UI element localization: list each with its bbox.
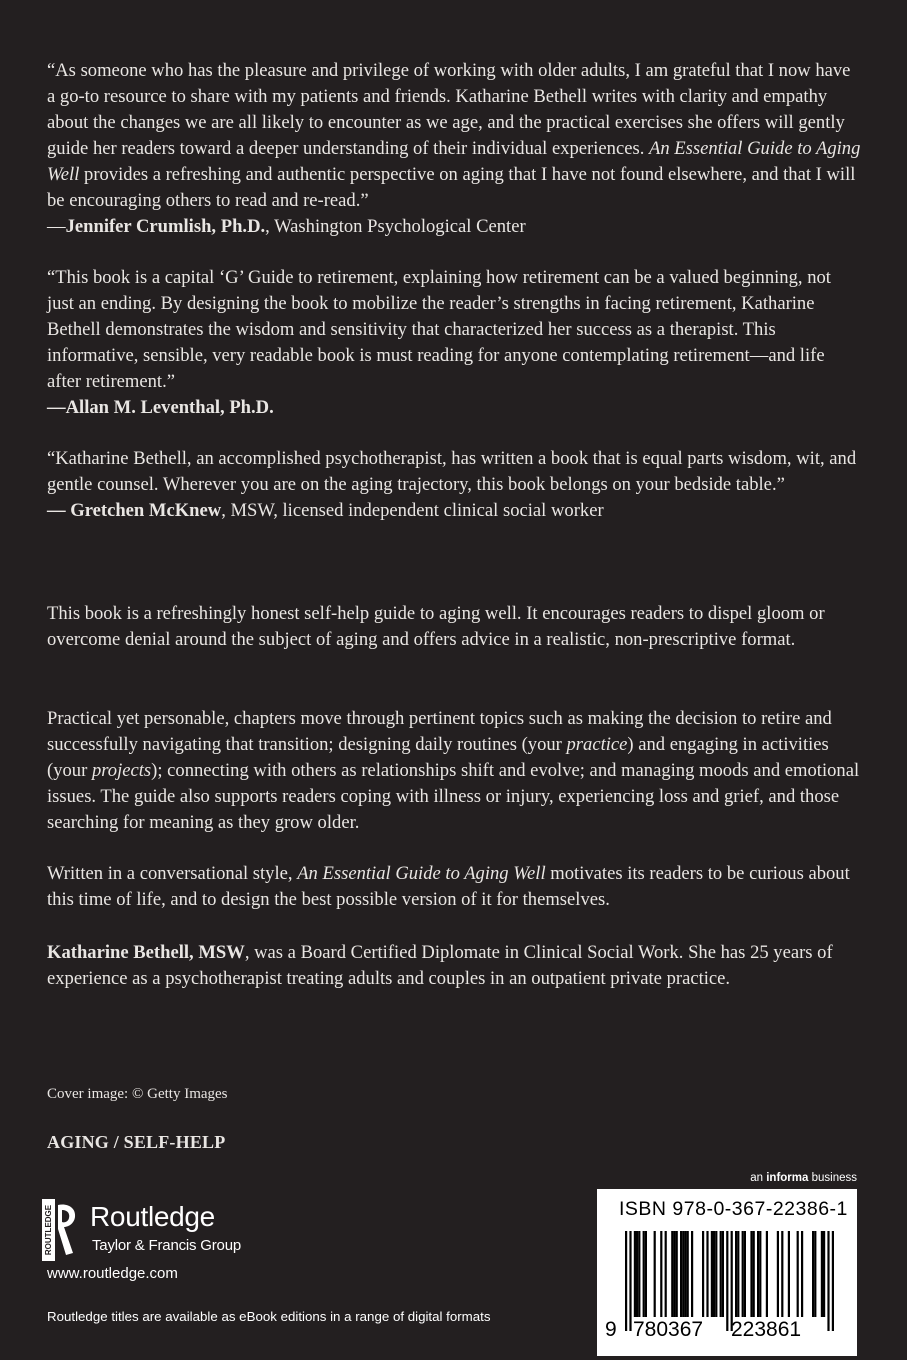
barcode-bar <box>812 1231 814 1317</box>
barcode-bar <box>687 1231 689 1317</box>
description-text <box>47 861 862 913</box>
author-name: Katharine Bethell, MSW <box>47 942 245 963</box>
cover-credit: Cover image: © Getty Images <box>47 1086 228 1102</box>
informa-suffix: business <box>808 1172 857 1184</box>
barcode-bar <box>735 1231 737 1317</box>
barcode-digits-right: 223861 <box>731 1318 802 1341</box>
barcode-bar <box>706 1231 708 1317</box>
publisher-name: Routledge <box>90 1201 215 1232</box>
barcode-bar <box>665 1231 667 1317</box>
reviewer-affiliation: , MSW, licensed independent clinical social worker <box>221 500 604 521</box>
barcode-bar <box>788 1231 790 1317</box>
isbn-label: ISBN 978-0-367-22386-1 <box>619 1198 848 1220</box>
routledge-logo <box>42 1199 272 1261</box>
dash: — <box>47 500 71 521</box>
description-text: This book is a refreshingly honest self-help guide to aging well. It encourages readers to dispel gloom or overcome denial around the subject of aging and offers advice in a realistic, non-prescriptive format. <box>47 603 825 650</box>
description-text <box>47 706 862 836</box>
blurb-attribution <box>47 214 862 240</box>
routledge-mark-icon <box>42 1199 80 1261</box>
barcode-bar <box>801 1231 803 1317</box>
barcode-bar <box>711 1231 713 1317</box>
text-run: Written in a conversational style, <box>47 863 298 884</box>
barcode-bar <box>832 1231 834 1331</box>
barcode-bar <box>643 1231 645 1317</box>
barcode-bar <box>777 1231 779 1317</box>
barcode-bar <box>781 1231 783 1317</box>
reviewer-name: Gretchen McKnew <box>70 500 222 521</box>
barcode-bar <box>737 1231 739 1317</box>
barcode-bar <box>625 1231 627 1331</box>
informa-prefix: an <box>750 1172 767 1184</box>
reviewer-affiliation: , Washington Psychological Center <box>265 216 526 237</box>
barcode-bar <box>753 1231 755 1317</box>
barcode-bar <box>759 1231 761 1317</box>
barcode-bar <box>750 1231 752 1317</box>
reviewer-name: Allan M. Leventhal, Ph.D. <box>65 397 274 418</box>
logo-mark-text: ROUTLEDGE <box>44 1204 54 1256</box>
blurb-quote <box>47 58 862 214</box>
quote-text: “As someone who has the pleasure and privilege of working with older adults, I am grateful that I now have a go-to resource to share with my patients and friends. Katharine Bethell writes with clarity and empathy about the changes we are all likely to encounter as we age, and the practical exercises she offers will gently guide her readers toward a deeper understanding of their individual experiences. <box>47 60 851 159</box>
barcode-bar <box>797 1231 799 1317</box>
publisher-subtitle: Taylor & Francis Group <box>92 1237 241 1254</box>
barcode-bar <box>654 1231 656 1317</box>
book-title-italic: An Essential Guide to Aging Well <box>47 138 861 185</box>
barcode-bar <box>636 1231 638 1317</box>
barcode-bar <box>827 1231 829 1331</box>
barcode-bar <box>691 1231 693 1317</box>
informa-tagline <box>750 1172 857 1184</box>
author-bio-text <box>47 940 862 992</box>
barcode-bar <box>726 1231 728 1331</box>
barcode-bar <box>722 1231 724 1317</box>
barcode-bar <box>715 1231 717 1317</box>
blurb-mcknew <box>47 446 862 524</box>
book-title-italic: An Essential Guide to Aging Well <box>297 863 546 884</box>
blurb-crumlish <box>47 58 862 240</box>
blurb-attribution <box>47 395 862 421</box>
barcode-digit-first: 9 <box>605 1318 617 1341</box>
barcode-bar <box>766 1231 768 1317</box>
barcode-bar <box>671 1231 673 1317</box>
barcode-bar <box>702 1231 704 1317</box>
blurb-quote: “Katharine Bethell, an accomplished psychotherapist, has written a book that is equal parts wisdom, wit, and gentle counsel. Wherever you are on the aging trajectory, this book belongs on your bedside table.” <box>47 448 857 495</box>
description-p2 <box>47 706 862 836</box>
isbn-barcode <box>597 1189 857 1356</box>
dash: — <box>47 397 66 418</box>
barcode-bar <box>676 1231 678 1317</box>
dash: — <box>47 216 66 237</box>
quote-text: provides a refreshing and authentic perspective on aging that I have not found elsewhere, and that I will be encouraging others to read and re-read.” <box>47 164 856 211</box>
subject-category: AGING / SELF-HELP <box>47 1132 226 1152</box>
barcode-digits-left: 780367 <box>633 1318 704 1341</box>
text-run: ); connecting with others as relationships shift and evolve; and managing moods and emotional issues. The guide also supports readers coping with illness or injury, experiencing loss and grief, and those searching for meaning as they grow older. <box>47 760 860 833</box>
barcode-bar <box>645 1231 647 1317</box>
text-italic: projects <box>91 760 152 781</box>
description-p3 <box>47 861 862 913</box>
barcode-bar <box>731 1231 733 1331</box>
barcode-bar <box>682 1231 684 1317</box>
blurb-attribution <box>47 498 862 524</box>
text-run: ) and engaging in activities (your <box>47 734 829 781</box>
barcode-bar <box>823 1231 825 1317</box>
barcode-bar <box>629 1231 631 1331</box>
reviewer-name: Jennifer Crumlish, Ph.D. <box>65 216 266 237</box>
barcode-bar <box>821 1231 823 1317</box>
author-bio <box>47 940 862 992</box>
barcode-bar <box>673 1231 675 1317</box>
blurb-quote: “This book is a capital ‘G’ Guide to retirement, explaining how retirement can be a valued beginning, not just an ending. By designing the book to mobilize the reader’s strengths in facing retirement, Katharine Bethell demonstrates the wisdom and sensitivity that characterized her success as a therapist. This informative, sensible, very readable book is must reading for anyone contemplating retirement—and life after retirement.” <box>47 267 831 392</box>
blurb-leventhal <box>47 265 862 421</box>
barcode-bar <box>684 1231 686 1317</box>
ebook-note: Routledge titles are available as eBook editions in a range of digital formats <box>47 1309 491 1324</box>
description-p1 <box>47 601 862 653</box>
barcode-bar <box>638 1231 640 1317</box>
barcode-bar <box>634 1231 636 1317</box>
barcode-bar <box>713 1231 715 1317</box>
barcode-bar <box>660 1231 662 1317</box>
barcode-bar <box>742 1231 744 1317</box>
barcode-bar <box>757 1231 759 1317</box>
informa-brand: informa <box>766 1172 809 1184</box>
barcode-bar <box>814 1231 816 1317</box>
text-italic: practice <box>566 734 628 755</box>
text-run: Practical yet personable, chapters move through pertinent topics such as making the decision to retire and successfully navigating that transition; designing daily routines (your <box>47 708 832 755</box>
text-run: , was a Board Certified Diplomate in Clinical Social Work. She has 25 years of experience as a psychotherapist treating adults and couples in an outpatient private practice. <box>47 942 833 989</box>
barcode-bar <box>720 1231 722 1317</box>
publisher-website[interactable]: www.routledge.com <box>47 1265 178 1282</box>
barcode-bar <box>744 1231 746 1317</box>
barcode-bar <box>680 1231 682 1317</box>
text-run: motivates its readers to be curious about this time of life, and to design the best possible version of it for themselves. <box>47 863 850 910</box>
